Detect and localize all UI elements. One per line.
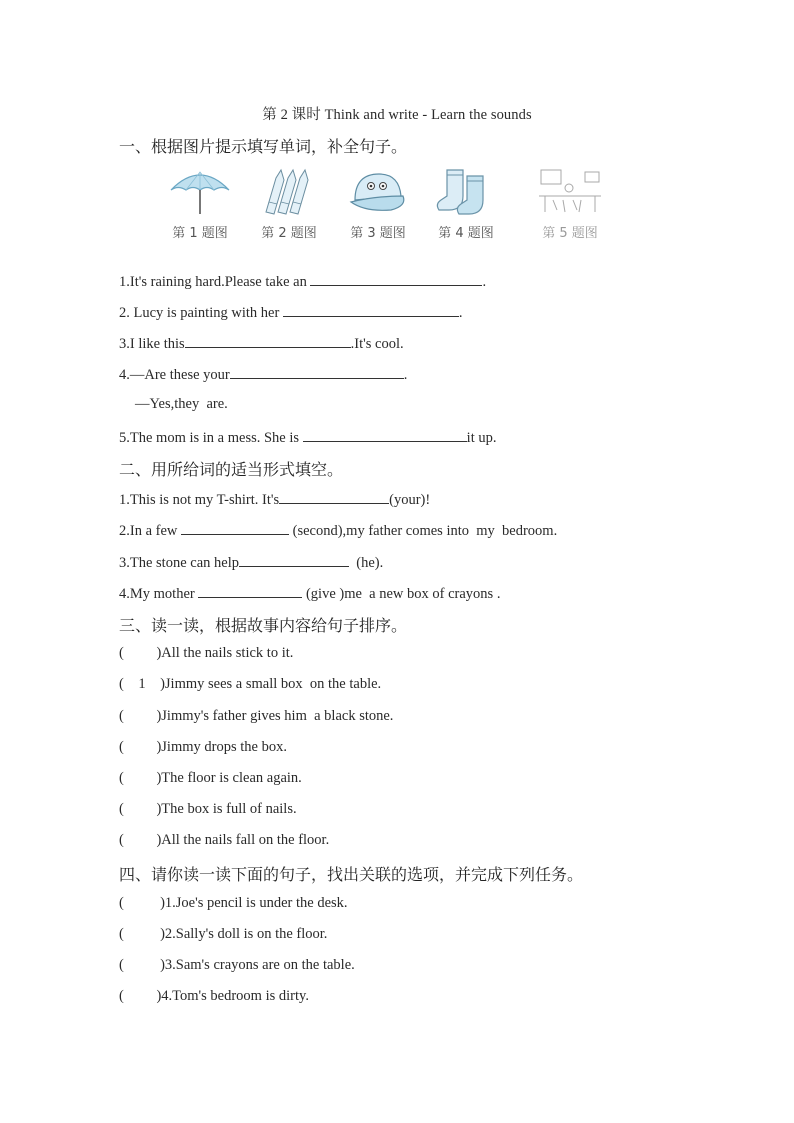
s1-question-5: 5.The mom is in a mess. She is it up. xyxy=(119,427,496,447)
section-4-heading: 四、请你读一读下面的句子，找出关联的选项，并完成下列任务。 xyxy=(119,865,584,884)
s3-item: ( )All the nails stick to it. xyxy=(119,645,294,661)
messy-room-icon xyxy=(535,166,605,216)
answer-blank[interactable] xyxy=(181,520,289,535)
socks-icon xyxy=(433,166,499,216)
crayons-icon xyxy=(256,166,322,216)
answer-blank[interactable] xyxy=(185,333,351,348)
section-3-heading: 三、读一读，根据故事内容给句子排序。 xyxy=(119,616,408,635)
s4-item: ( )3.Sam's crayons are on the table. xyxy=(119,957,355,973)
s2-question-4: 4.My mother (give )me a new box of crayons . xyxy=(119,583,500,603)
picture-2 xyxy=(249,166,329,241)
picture-2-caption: 第 2 题图 xyxy=(261,226,317,241)
page-title: 第 2 课时 Think and write - Learn the sounds xyxy=(262,107,532,123)
picture-4 xyxy=(426,166,506,241)
picture-row xyxy=(160,166,630,246)
s3-item: ( )The floor is clean again. xyxy=(119,770,302,786)
s3-item: ( )Jimmy's father gives him a black stone. xyxy=(119,708,394,724)
answer-blank[interactable] xyxy=(239,552,349,567)
s4-item: ( )4.Tom's bedroom is dirty. xyxy=(119,988,309,1004)
picture-5 xyxy=(530,166,610,241)
s4-item: ( )2.Sally's doll is on the floor. xyxy=(119,926,328,942)
s4-item: ( )1.Joe's pencil is under the desk. xyxy=(119,895,348,911)
s2-question-2: 2.In a few (second),my father comes into my bedroom. xyxy=(119,520,557,540)
s1-question-1: 1.It's raining hard.Please take an . xyxy=(119,271,486,291)
s2-question-1: 1.This is not my T-shirt. It's (your)! xyxy=(119,489,430,509)
s1-question-2: 2. Lucy is painting with her . xyxy=(119,302,463,322)
answer-blank[interactable] xyxy=(283,302,459,317)
s3-item: ( 1 )Jimmy sees a small box on the table. xyxy=(119,676,382,692)
picture-3 xyxy=(338,166,418,241)
picture-4-caption: 第 4 题图 xyxy=(438,226,494,241)
answer-blank[interactable] xyxy=(279,489,389,504)
picture-1-caption: 第 1 题图 xyxy=(172,226,228,241)
picture-5-caption: 第 5 题图 xyxy=(542,226,598,241)
picture-3-caption: 第 3 题图 xyxy=(350,226,406,241)
section-2-heading: 二、用所给词的适当形式填空。 xyxy=(119,460,344,479)
s1-question-4-response: —Yes,they are. xyxy=(135,396,228,412)
answer-blank[interactable] xyxy=(198,583,302,598)
cap-icon xyxy=(345,166,411,216)
answer-blank[interactable] xyxy=(310,271,482,286)
s3-item: ( )Jimmy drops the box. xyxy=(119,739,287,755)
s1-question-3: 3.I like this .It's cool. xyxy=(119,333,404,353)
section-1-heading: 一、根据图片提示填写单词，补全句子。 xyxy=(119,137,408,156)
picture-1 xyxy=(160,166,240,241)
answer-blank[interactable] xyxy=(230,364,404,379)
s3-item: ( )The box is full of nails. xyxy=(119,801,297,817)
s1-question-4: 4.—Are these your . xyxy=(119,364,407,384)
s3-item: ( )All the nails fall on the floor. xyxy=(119,832,330,848)
umbrella-icon xyxy=(167,166,233,216)
s2-question-3: 3.The stone can help (he). xyxy=(119,552,383,572)
answer-blank[interactable] xyxy=(303,427,467,442)
